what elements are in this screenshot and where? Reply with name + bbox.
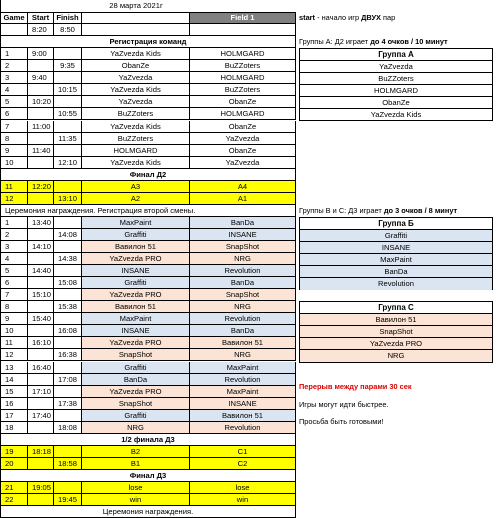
game-row xyxy=(1,386,296,398)
start-time: 16:40 xyxy=(28,362,54,374)
game-row xyxy=(1,313,296,325)
game-number: 11 xyxy=(1,337,28,349)
start-time xyxy=(28,277,54,289)
team-a: HOLMGARD xyxy=(82,145,190,157)
start-time: 17:40 xyxy=(28,410,54,422)
start-time xyxy=(28,84,54,96)
start-time: 9:00 xyxy=(28,48,54,60)
game-row xyxy=(1,193,296,205)
team-a: INSANE xyxy=(82,325,190,337)
start-time: 8:20 xyxy=(28,24,54,36)
team-a: YaZvezda Kids xyxy=(82,48,190,60)
date-label: 28 марта 2021г xyxy=(109,1,163,10)
start-time: 16:10 xyxy=(28,337,54,349)
start-time xyxy=(28,494,54,506)
group-b-box-team: MaxPaint xyxy=(300,254,492,266)
section-half-final-d3-text: 1/2 финала Д3 xyxy=(1,434,296,446)
start-time xyxy=(28,229,54,241)
start-time: 15:10 xyxy=(28,289,54,301)
break-note: Перерыв между парами 30 сек xyxy=(299,381,412,391)
team-b: ObanZe xyxy=(190,121,296,133)
start-time: 10:20 xyxy=(28,96,54,108)
team-b: SnapShot xyxy=(190,289,296,301)
game-row xyxy=(1,72,296,84)
section-half-final-d3 xyxy=(1,434,296,446)
team-b: Вавилон 51 xyxy=(190,337,296,349)
team-b: Вавилон 51 xyxy=(190,410,296,422)
finish-time xyxy=(54,48,82,60)
finish-time: 19:45 xyxy=(54,494,82,506)
finish-time xyxy=(54,446,82,458)
group-c-box-team: NRG xyxy=(300,350,492,362)
finish-time: 15:38 xyxy=(54,301,82,313)
team-b: lose xyxy=(190,482,296,494)
team-a: Graffiti xyxy=(82,410,190,422)
team-a: YaZvezda xyxy=(82,96,190,108)
game-row xyxy=(1,265,296,277)
finish-time: 11:35 xyxy=(54,133,82,145)
group-b-box-team: INSANE xyxy=(300,242,492,254)
game-row xyxy=(1,458,296,470)
team-b: win xyxy=(190,494,296,506)
team-a: ObanZe xyxy=(82,60,190,72)
team-b: MaxPaint xyxy=(190,386,296,398)
game-number: 2 xyxy=(1,229,28,241)
finish-time xyxy=(54,145,82,157)
team-a xyxy=(82,24,190,36)
section-registration xyxy=(1,36,296,48)
finish-time: 15:08 xyxy=(54,277,82,289)
section-final-d2 xyxy=(1,169,296,181)
team-b: BanDa xyxy=(190,217,296,229)
game-row xyxy=(1,325,296,337)
group-b-box xyxy=(299,217,493,290)
team-b: ObanZe xyxy=(190,96,296,108)
team-b: BanDa xyxy=(190,325,296,337)
finish-time: 10:55 xyxy=(54,108,82,120)
team-a: YaZvezda PRO xyxy=(82,289,190,301)
header-row xyxy=(1,12,296,24)
game-number: 19 xyxy=(1,446,28,458)
start-time xyxy=(28,422,54,434)
team-b: INSANE xyxy=(190,229,296,241)
finish-time xyxy=(54,241,82,253)
game-row xyxy=(1,277,296,289)
group-c-box-team: Вавилон 51 xyxy=(300,314,492,326)
start-time: 9:40 xyxy=(28,72,54,84)
group-bc-note-text: Группы В и С: Д3 играет xyxy=(299,205,384,215)
game-number: 3 xyxy=(1,72,28,84)
section-ceremony-1 xyxy=(1,205,296,217)
team-a: B2 xyxy=(82,446,190,458)
team-a: SnapShot xyxy=(82,349,190,361)
game-row xyxy=(1,253,296,265)
group-bc-note xyxy=(299,205,457,217)
game-row xyxy=(1,229,296,241)
game-number: 1 xyxy=(1,48,28,60)
game-number: 21 xyxy=(1,482,28,494)
game-number: 7 xyxy=(1,289,28,301)
group-c-box-team: SnapShot xyxy=(300,326,492,338)
start-time xyxy=(28,60,54,72)
header-blank xyxy=(82,12,190,24)
game-row xyxy=(1,48,296,60)
team-b: YaZvezda xyxy=(190,157,296,169)
group-a-box xyxy=(299,48,493,121)
start-time: 14:40 xyxy=(28,265,54,277)
start-time: 11:00 xyxy=(28,121,54,133)
game-row xyxy=(1,422,296,434)
header-game: Game xyxy=(1,12,28,24)
team-a: B1 xyxy=(82,458,190,470)
start-time: 15:40 xyxy=(28,313,54,325)
date-row xyxy=(1,0,296,12)
game-row xyxy=(1,96,296,108)
game-number: 10 xyxy=(1,325,28,337)
start-time xyxy=(28,398,54,410)
team-b: NRG xyxy=(190,301,296,313)
team-b: Revolution xyxy=(190,265,296,277)
game-row xyxy=(1,398,296,410)
finish-time: 8:50 xyxy=(54,24,82,36)
team-a: YaZvezda Kids xyxy=(82,84,190,96)
header-field: Field 1 xyxy=(190,12,296,24)
team-a: Graffiti xyxy=(82,362,190,374)
game-row xyxy=(1,337,296,349)
game-row xyxy=(1,24,296,36)
team-a: MaxPaint xyxy=(82,217,190,229)
team-a: YaZvezda xyxy=(82,72,190,84)
game-number: 2 xyxy=(1,60,28,72)
start-time xyxy=(28,458,54,470)
section-ceremony-2-text: Церемония награждения. xyxy=(1,506,296,518)
group-c-box xyxy=(299,301,493,362)
team-b: NRG xyxy=(190,253,296,265)
group-a-note-text: Группы А: Д2 играет xyxy=(299,37,371,47)
team-b: HOLMGARD xyxy=(190,72,296,84)
team-b: INSANE xyxy=(190,398,296,410)
team-a: lose xyxy=(82,482,190,494)
team-b: HOLMGARD xyxy=(190,108,296,120)
group-a-box-team: BuZZoters xyxy=(300,73,492,85)
start-time: 12:20 xyxy=(28,181,54,193)
start-time xyxy=(28,133,54,145)
header-start: Start xyxy=(28,12,54,24)
team-a: BuZZoters xyxy=(82,108,190,120)
game-number: 4 xyxy=(1,253,28,265)
team-b: NRG xyxy=(190,349,296,361)
finish-time: 18:58 xyxy=(54,458,82,470)
game-row xyxy=(1,410,296,422)
group-bc-note-bold: до 3 очков / 8 минут xyxy=(383,205,458,215)
legend-note xyxy=(299,12,395,24)
team-b: C2 xyxy=(190,458,296,470)
game-number xyxy=(1,24,28,36)
header-finish: Finish xyxy=(54,12,82,24)
team-b: YaZvezda xyxy=(190,133,296,145)
team-a: Вавилон 51 xyxy=(82,301,190,313)
game-row xyxy=(1,84,296,96)
finish-time xyxy=(54,121,82,133)
finish-time: 16:38 xyxy=(54,349,82,361)
start-time: 13:40 xyxy=(28,217,54,229)
game-row xyxy=(1,494,296,506)
game-row xyxy=(1,145,296,157)
group-b-box-team: BanDa xyxy=(300,266,492,278)
team-a: BuZZoters xyxy=(82,133,190,145)
finish-time xyxy=(54,289,82,301)
group-b-box-title: Группа Б xyxy=(300,218,492,230)
game-row xyxy=(1,301,296,313)
group-a-box-team: YaZvezda Kids xyxy=(370,110,422,120)
game-number: 5 xyxy=(1,96,28,108)
finish-time xyxy=(54,181,82,193)
group-b-box-team: Revolution xyxy=(300,278,492,290)
table-top-border xyxy=(1,12,296,13)
finish-time xyxy=(54,265,82,277)
team-a: A2 xyxy=(82,193,190,205)
team-a: YaZvezda Kids xyxy=(82,157,190,169)
finish-time xyxy=(54,96,82,108)
team-a: win xyxy=(82,494,190,506)
team-a: A3 xyxy=(82,181,190,193)
finish-time xyxy=(54,337,82,349)
game-row xyxy=(1,482,296,494)
start-time: 19:05 xyxy=(28,482,54,494)
game-number: 6 xyxy=(1,277,28,289)
game-number: 20 xyxy=(1,458,28,470)
finish-time: 18:08 xyxy=(54,422,82,434)
start-time: 17:10 xyxy=(28,386,54,398)
game-number: 1 xyxy=(1,217,28,229)
start-time: 11:40 xyxy=(28,145,54,157)
finish-time: 12:10 xyxy=(54,157,82,169)
team-b: ObanZe xyxy=(190,145,296,157)
game-row xyxy=(1,349,296,361)
finish-time: 14:38 xyxy=(54,253,82,265)
game-number: 8 xyxy=(1,133,28,145)
team-a: YaZvezda PRO xyxy=(82,337,190,349)
game-row xyxy=(1,133,296,145)
finish-time xyxy=(54,386,82,398)
finish-time: 13:10 xyxy=(54,193,82,205)
group-a-box-team: ObanZe xyxy=(300,97,492,109)
team-b: BanDa xyxy=(190,277,296,289)
game-row xyxy=(1,362,296,374)
section-final-d3 xyxy=(1,470,296,482)
game-number: 15 xyxy=(1,386,28,398)
team-a: INSANE xyxy=(82,265,190,277)
section-ceremony-2 xyxy=(1,506,296,518)
team-a: MaxPaint xyxy=(82,313,190,325)
finish-time: 9:35 xyxy=(54,60,82,72)
game-row xyxy=(1,374,296,386)
game-number: 9 xyxy=(1,145,28,157)
game-number: 4 xyxy=(1,84,28,96)
game-number: 9 xyxy=(1,313,28,325)
section-final-d3-text: Финал Д3 xyxy=(1,470,296,482)
game-row xyxy=(1,181,296,193)
team-b: Revolution xyxy=(190,422,296,434)
finish-time: 10:15 xyxy=(54,84,82,96)
finish-time: 17:08 xyxy=(54,374,82,386)
team-a: YaZvezda PRO xyxy=(82,386,190,398)
team-b: Revolution xyxy=(190,313,296,325)
team-a: NRG xyxy=(82,422,190,434)
team-a: Вавилон 51 xyxy=(82,241,190,253)
team-b: BuZZoters xyxy=(190,60,296,72)
finish-time xyxy=(54,482,82,494)
start-time xyxy=(28,301,54,313)
game-number: 6 xyxy=(1,108,28,120)
group-b-box-team: Graffiti xyxy=(300,230,492,242)
start-time xyxy=(28,349,54,361)
finish-time xyxy=(54,410,82,422)
finish-time xyxy=(54,362,82,374)
team-a: Graffiti xyxy=(82,277,190,289)
team-b: BuZZoters xyxy=(190,84,296,96)
team-b: Revolution xyxy=(190,374,296,386)
start-time: 14:10 xyxy=(28,241,54,253)
game-number: 3 xyxy=(1,241,28,253)
team-a: BanDa xyxy=(82,374,190,386)
start-time xyxy=(28,374,54,386)
start-time xyxy=(28,157,54,169)
finish-time xyxy=(54,72,82,84)
finish-time: 16:08 xyxy=(54,325,82,337)
game-number: 12 xyxy=(1,349,28,361)
game-row xyxy=(1,446,296,458)
start-time xyxy=(28,253,54,265)
start-time xyxy=(28,108,54,120)
group-a-box-title: Группа А xyxy=(300,49,492,61)
group-a-note xyxy=(299,36,448,48)
game-row xyxy=(1,108,296,120)
game-row xyxy=(1,60,296,72)
start-time: 18:18 xyxy=(28,446,54,458)
game-number: 5 xyxy=(1,265,28,277)
team-a: YaZvezda PRO xyxy=(82,253,190,265)
game-number: 14 xyxy=(1,374,28,386)
game-row xyxy=(1,157,296,169)
game-number: 13 xyxy=(1,362,28,374)
game-number: 10 xyxy=(1,157,28,169)
game-number: 16 xyxy=(1,398,28,410)
team-b: HOLMGARD xyxy=(190,48,296,60)
game-number: 17 xyxy=(1,410,28,422)
legend-emph: ДВУХ xyxy=(361,13,381,23)
team-b: MaxPaint xyxy=(190,362,296,374)
game-number: 7 xyxy=(1,121,28,133)
start-time xyxy=(28,193,54,205)
legend-tail: пар xyxy=(381,13,396,23)
section-registration-text: Регистрация команд xyxy=(1,36,296,48)
section-ceremony-1-text: Церемония награждения. Регистрация второй смены. xyxy=(1,205,296,217)
group-c-box-title: Группа С xyxy=(300,302,492,314)
finish-time: 17:38 xyxy=(54,398,82,410)
group-a-note-bold: до 4 очков / 10 минут xyxy=(370,37,448,47)
game-number: 8 xyxy=(1,301,28,313)
game-row xyxy=(1,241,296,253)
finish-time xyxy=(54,313,82,325)
game-row xyxy=(1,289,296,301)
section-final-d2-text: Финал Д2 xyxy=(1,169,296,181)
team-b: SnapShot xyxy=(190,241,296,253)
legend-text: - начало игр xyxy=(315,13,362,23)
team-a: YaZvezda Kids xyxy=(82,121,190,133)
game-number: 12 xyxy=(1,193,28,205)
legend-start: start xyxy=(299,13,316,23)
finish-time: 14:08 xyxy=(54,229,82,241)
team-b xyxy=(190,24,296,36)
team-b: A4 xyxy=(190,181,296,193)
finish-time xyxy=(54,217,82,229)
team-b: C1 xyxy=(190,446,296,458)
team-a: SnapShot xyxy=(82,398,190,410)
early-note: Игры могут идти быстрее. xyxy=(299,399,389,409)
game-number: 22 xyxy=(1,494,28,506)
team-b: A1 xyxy=(190,193,296,205)
game-number: 11 xyxy=(1,181,28,193)
game-row xyxy=(1,217,296,229)
start-time xyxy=(28,325,54,337)
group-c-box-team: YaZvezda PRO xyxy=(300,338,492,350)
ready-note: Просьба быть готовыми! xyxy=(299,416,384,426)
group-a-box-team: HOLMGARD xyxy=(300,85,492,97)
game-number: 18 xyxy=(1,422,28,434)
group-a-box-team: YaZvezda xyxy=(300,61,492,73)
team-a: Graffiti xyxy=(82,229,190,241)
game-row xyxy=(1,121,296,133)
